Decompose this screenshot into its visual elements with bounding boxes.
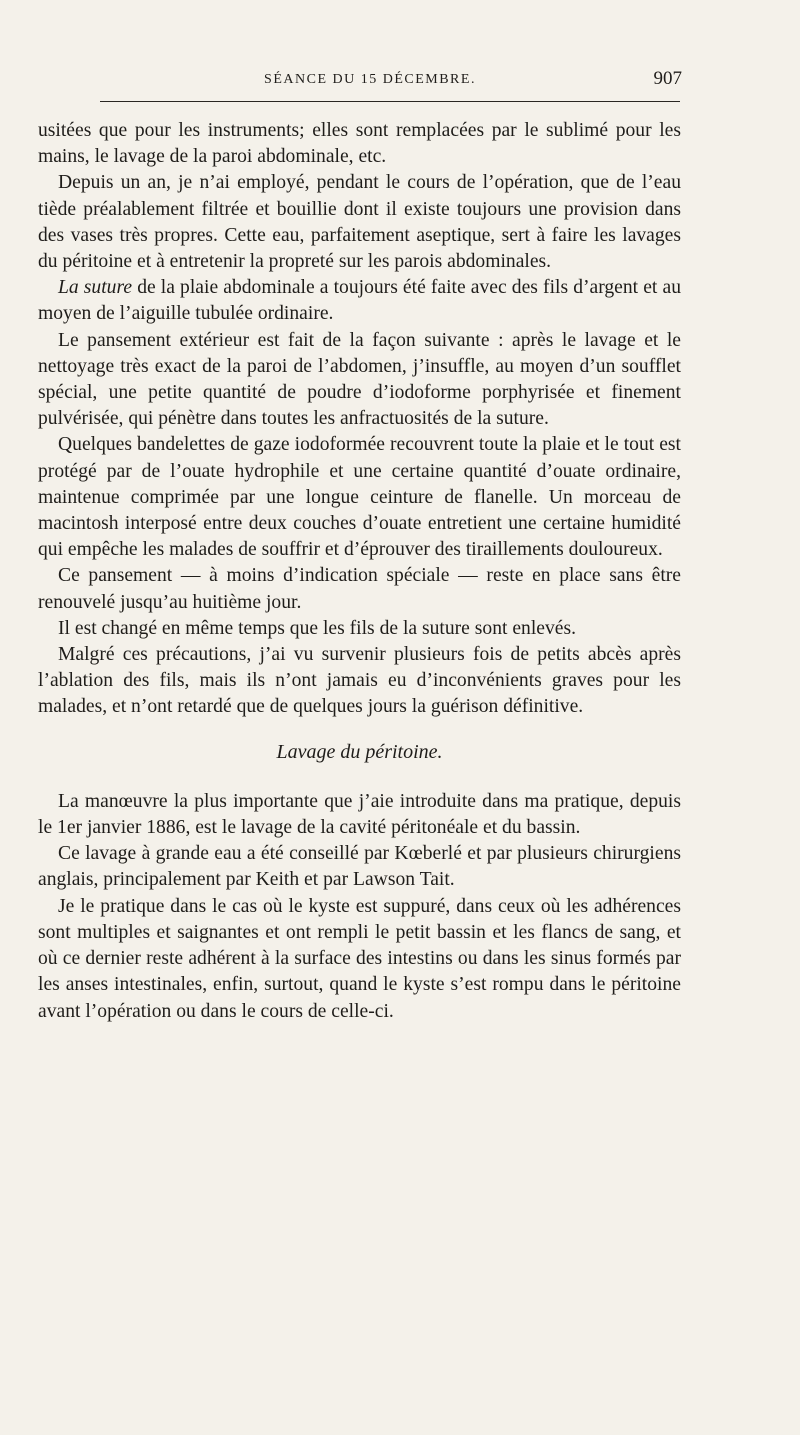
- paragraph: Le pansement extérieur est fait de la façon suivante : après le lavage et le nettoyage très exact de la paroi de l’abdomen, j’insuffle, au moyen d’un soufflet spécial, une petite quantité de poudre d’iodoforme porphyrisée et finement pulvérisée, qui pénètre dans toutes les anfractuosités de la suture.: [38, 329, 681, 430]
- body-text: [38, 118, 681, 1025]
- header-rule: [100, 101, 680, 102]
- paragraph: Ce lavage à grande eau a été conseillé par Kœberlé et par plusieurs chirurgiens anglais, principalement par Keith et par Lawson Tait.: [38, 843, 681, 891]
- running-head: SÉANCE DU 15 DÉCEMBRE.: [264, 72, 476, 87]
- paragraph-continuation: usitées que pour les instruments; elles sont remplacées par le sublimé pour les mains, le lavage de la paroi abdominale, etc.: [38, 120, 681, 168]
- paragraph: Malgré ces précautions, j’ai vu survenir plusieurs fois de petits abcès après l’ablation des fils, mais ils n’ont jamais eu d’inconvénients graves pour les malades, et n’ont retardé que de quelques jours la guérison définitive.: [38, 644, 681, 718]
- paragraph: Depuis un an, je n’ai employé, pendant le cours de l’opération, que de l’eau tiède préalablement filtrée et bouillie dont il existe toujours une provision dans des vases très propres. Cette eau, parfaitement aseptique, sert à faire les lavages du péritoine et à entretenir la propreté sur les parois abdominales.: [38, 172, 681, 273]
- paragraph-suture: [38, 275, 681, 327]
- paragraph: Il est changé en même temps que les fils de la suture sont enlevés.: [58, 617, 576, 639]
- paragraph: Ce pansement — à moins d’indication spéciale — reste en place sans être renouvelé jusqu’au huitième jour.: [38, 565, 681, 613]
- paragraph: Quelques bandelettes de gaze iodoformée recouvrent toute la plaie et le tout est protégé par de l’ouate hydrophile et une certaine quantité d’ouate ordinaire, maintenue comprimée par une longue ceinture de flanelle. Un morceau de macintosh interposé entre deux couches d’ouate entretient une certaine humidité qui empêche les malades de souffrir et d’éprouver des tiraillements douloureux.: [38, 434, 681, 561]
- paragraph: La manœuvre la plus importante que j’aie introduite dans ma pratique, depuis le 1er janvier 1886, est le lavage de la cavité péritonéale et du bassin.: [38, 790, 681, 839]
- page-number: 907: [653, 68, 682, 89]
- section-title: Lavage du péritoine.: [276, 740, 443, 763]
- italic-term: La suture: [58, 277, 133, 299]
- paragraph: Je le pratique dans le cas où le kyste est suppuré, dans ceux où les adhérences sont multiples et saignantes et ont rempli le petit bassin et les flancs de sang, et où ce dernier reste adhérent à la surface des intestins ou dans les sinus formés par les anses intestinales, enfin, surtout, quand le kyste s’est rompu dans le péritoine avant l’opération ou dans le cours de celle-ci.: [38, 895, 681, 1022]
- paragraph-text: de la plaie abdominale a toujours été faite avec des fils d’argent et au moyen de l’aiguille tubulée ordinaire.: [38, 277, 681, 325]
- page-header: [60, 64, 680, 94]
